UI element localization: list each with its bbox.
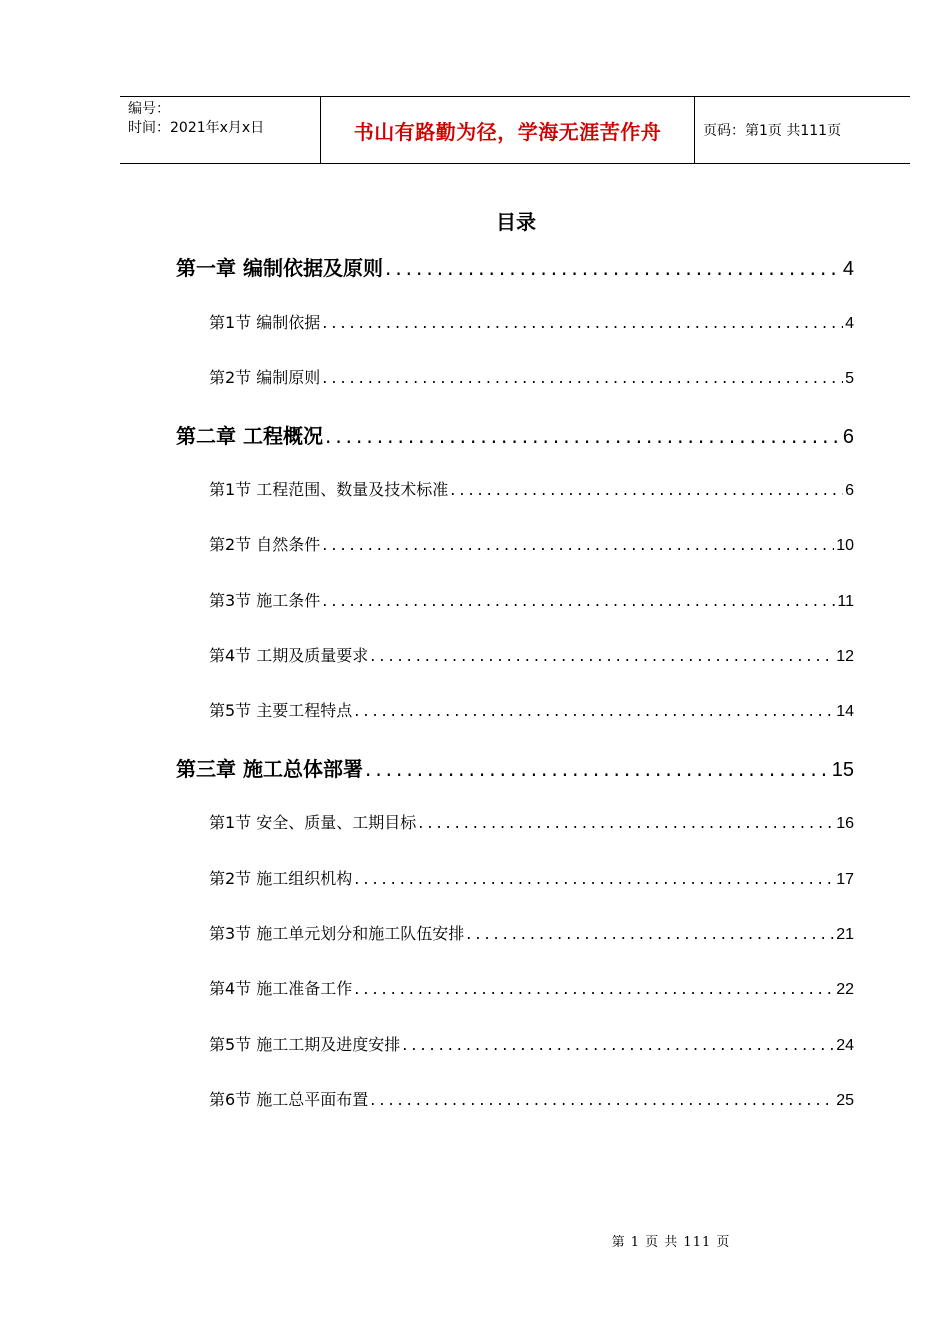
toc-entry-label: 第4节 工期及质量要求: [209, 646, 369, 665]
toc-entry-page-number: 16: [836, 815, 854, 832]
toc-section-entry[interactable]: [209, 976, 854, 999]
toc-dot-leader: [322, 535, 834, 554]
toc-entry-page-number: 15: [831, 759, 854, 781]
toc-section-entry[interactable]: [209, 532, 854, 555]
toc-section-entry[interactable]: [209, 477, 854, 500]
toc-entry-label: 第5节 主要工程特点: [209, 701, 353, 720]
toc-entry-label: 第1节 编制依据: [209, 313, 321, 332]
toc-entry-page-number: 12: [836, 648, 854, 665]
toc-chapter-entry[interactable]: [176, 252, 854, 281]
toc-entry-page-number: 11: [837, 593, 854, 610]
toc-chapter-entry[interactable]: [176, 753, 854, 782]
header-info-cell: [120, 97, 321, 163]
toc-entry-page-number: 22: [836, 981, 854, 998]
toc-dot-leader: [418, 813, 834, 832]
toc-dot-leader: [365, 757, 830, 781]
toc-section-entry[interactable]: [209, 365, 854, 388]
toc-title: 目录: [496, 210, 536, 234]
toc-section-entry[interactable]: [209, 698, 854, 721]
toc-entry-label: 第2节 施工组织机构: [209, 869, 353, 888]
toc-entry-page-number: 17: [836, 871, 854, 888]
toc-section-entry[interactable]: [209, 810, 854, 833]
toc-entry-label: 第3节 施工条件: [209, 591, 321, 610]
page-footer: 第 1 页 共 111 页: [611, 1235, 731, 1250]
toc-entry-label: 第4节 施工准备工作: [209, 979, 353, 998]
toc-entry-label: 第3节 施工单元划分和施工队伍安排: [209, 924, 465, 943]
serial-number-label: 编号：: [128, 101, 170, 117]
header-page-cell: [695, 97, 910, 163]
toc-section-entry[interactable]: [209, 1087, 854, 1110]
toc-dot-leader: [450, 480, 843, 499]
toc-entry-label: 第1节 安全、质量、工期目标: [209, 813, 417, 832]
toc-entry-label: 第一章 编制依据及原则: [176, 256, 383, 280]
toc-entry-page-number: 24: [836, 1037, 854, 1054]
toc-dot-leader: [354, 979, 834, 998]
toc-entry-page-number: 14: [836, 703, 854, 720]
toc-dot-leader: [322, 368, 843, 387]
time-label: 时间：2021年x月x日: [128, 120, 265, 136]
header-motto-cell: [321, 97, 695, 163]
toc-dot-leader: [325, 424, 841, 448]
toc-dot-leader: [370, 1090, 834, 1109]
toc-section-entry[interactable]: [209, 1032, 854, 1055]
toc-entry-page-number: 4: [845, 315, 854, 332]
page-code: 页码：第1页 共111页: [703, 123, 842, 139]
toc-entry-page-number: 6: [845, 482, 854, 499]
toc-dot-leader: [354, 869, 834, 888]
toc-chapter-entry[interactable]: [176, 420, 854, 449]
toc-dot-leader: [370, 646, 834, 665]
toc-entry-label: 第三章 施工总体部署: [176, 757, 363, 781]
toc-entry-label: 第二章 工程概况: [176, 424, 323, 448]
toc-entry-label: 第6节 施工总平面布置: [209, 1090, 369, 1109]
toc-entry-page-number: 4: [842, 258, 854, 280]
toc-entry-page-number: 6: [842, 426, 854, 448]
toc-section-entry[interactable]: [209, 866, 854, 889]
toc-dot-leader: [466, 924, 834, 943]
toc-entry-label: 第1节 工程范围、数量及技术标准: [209, 480, 449, 499]
toc-dot-leader: [402, 1035, 834, 1054]
toc-entry-page-number: 10: [836, 537, 854, 554]
toc-entry-page-number: 25: [836, 1092, 854, 1109]
toc-entry-label: 第5节 施工工期及进度安排: [209, 1035, 401, 1054]
document-header: [120, 96, 910, 164]
toc-dot-leader: [322, 313, 843, 332]
toc-section-entry[interactable]: [209, 921, 854, 944]
toc-entry-page-number: 21: [836, 926, 854, 943]
toc-entry-label: 第2节 自然条件: [209, 535, 321, 554]
toc-entry-label: 第2节 编制原则: [209, 368, 321, 387]
toc-dot-leader: [322, 591, 835, 610]
toc-section-entry[interactable]: [209, 310, 854, 333]
toc-section-entry[interactable]: [209, 643, 854, 666]
motto-text: 书山有路勤为径，学海无涯苦作舟: [353, 119, 662, 144]
toc-dot-leader: [354, 701, 834, 720]
toc-section-entry[interactable]: [209, 588, 854, 611]
toc-dot-leader: [385, 256, 841, 280]
toc-entry-page-number: 5: [845, 370, 854, 387]
